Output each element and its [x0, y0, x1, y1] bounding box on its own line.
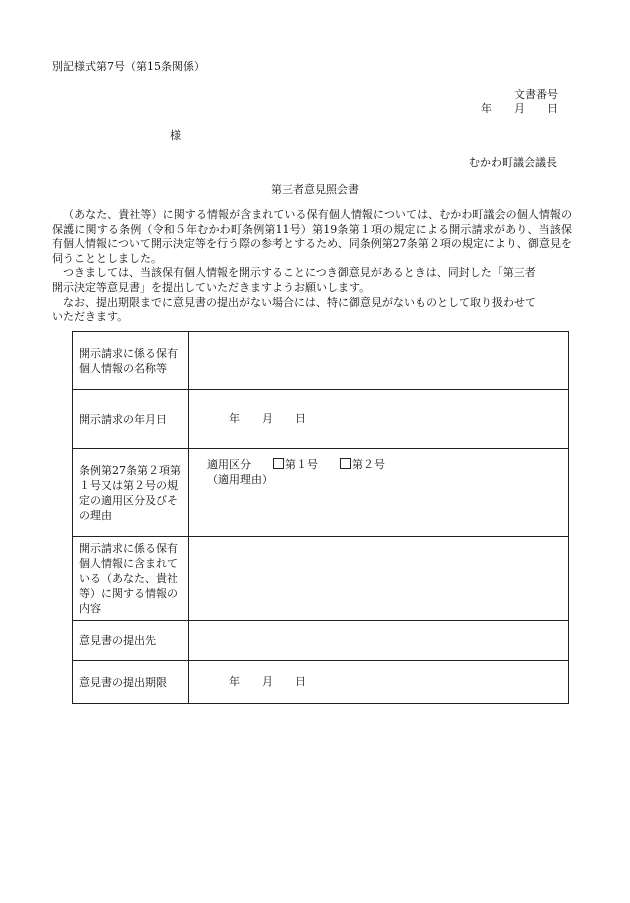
- category-line: [207, 457, 562, 472]
- body-text: [52, 208, 572, 325]
- sender-name: むかわ町議会議長: [469, 156, 557, 169]
- reason-label: （適用理由）: [207, 473, 273, 486]
- value-submission-address[interactable]: [189, 621, 569, 661]
- document-number-label: 文書番号: [514, 88, 558, 101]
- date-day: 日: [547, 102, 558, 115]
- value-applicable-category: [189, 449, 569, 537]
- request-day: 日: [295, 411, 306, 425]
- paragraph-2-rest: 開示決定等意見書」を提出していただきますようお願いします。: [52, 280, 371, 294]
- row-label-info-content: 開示請求に係る保有個人情報に含まれている（あなた、貴社等）に関する情報の内容: [73, 537, 189, 621]
- deadline-year: 年: [229, 674, 240, 688]
- row-label-request-date: 開示請求の年月日: [73, 390, 189, 449]
- row-label-applicable-category: 条例第27条第２項第１号又は第２号の規定の適用区分及びその理由: [73, 449, 189, 537]
- row-label-info-name: 開示請求に係る保有個人情報の名称等: [73, 332, 189, 390]
- deadline-month: 月: [262, 674, 273, 688]
- table-row: [73, 449, 569, 537]
- inquiry-table: [72, 331, 569, 704]
- row-label-submission-deadline: 意見書の提出期限: [73, 661, 189, 704]
- option-1-label: 第１号: [285, 458, 318, 471]
- date-year: 年: [481, 102, 492, 115]
- paragraph-1: （あなた、貴社等）に関する情報が含まれている保有個人情報については、むかわ町議会の個人情報の保護に関する条例（令和５年むかわ町条例第11号）第19条第１項の規定による開示請求があり、当該保有個人情報について開示決定等を行う際の参考とするため、同条例第27条第２項の規定により、御意見を伺うこととしました。: [52, 208, 572, 265]
- date-month: 月: [514, 102, 525, 115]
- table-row: [73, 621, 569, 661]
- form-number: 別記様式第7号（第15条関係）: [52, 60, 205, 73]
- value-submission-deadline[interactable]: [189, 661, 569, 704]
- deadline-day: 日: [295, 674, 306, 688]
- request-month: 月: [262, 411, 273, 425]
- paragraph-3-first: なお、提出期限までに意見書の提出がない場合には、特に御意見がないものとして取り扱わせて: [63, 295, 536, 309]
- value-info-content[interactable]: [189, 537, 569, 621]
- row-label-submission-address: 意見書の提出先: [73, 621, 189, 661]
- request-year: 年: [229, 411, 240, 425]
- table-row: [73, 332, 569, 390]
- table-row: [73, 537, 569, 621]
- checkbox-option-1[interactable]: [273, 458, 284, 469]
- value-request-date[interactable]: [189, 390, 569, 449]
- document-title: 第三者意見照会書: [271, 183, 359, 196]
- value-info-name[interactable]: [189, 332, 569, 390]
- table-row: [73, 661, 569, 704]
- category-label: 適用区分: [207, 458, 251, 471]
- paragraph-2-first: つきましては、当該保有個人情報を開示することにつき御意見があるときは、同封した「第三者: [63, 266, 536, 280]
- checkbox-option-2[interactable]: [340, 458, 351, 469]
- option-2-label: 第２号: [352, 458, 385, 471]
- header-date: [481, 102, 558, 116]
- addressee-suffix: 様: [170, 129, 181, 142]
- paragraph-3-rest: いただきます。: [52, 310, 129, 324]
- table-row: [73, 390, 569, 449]
